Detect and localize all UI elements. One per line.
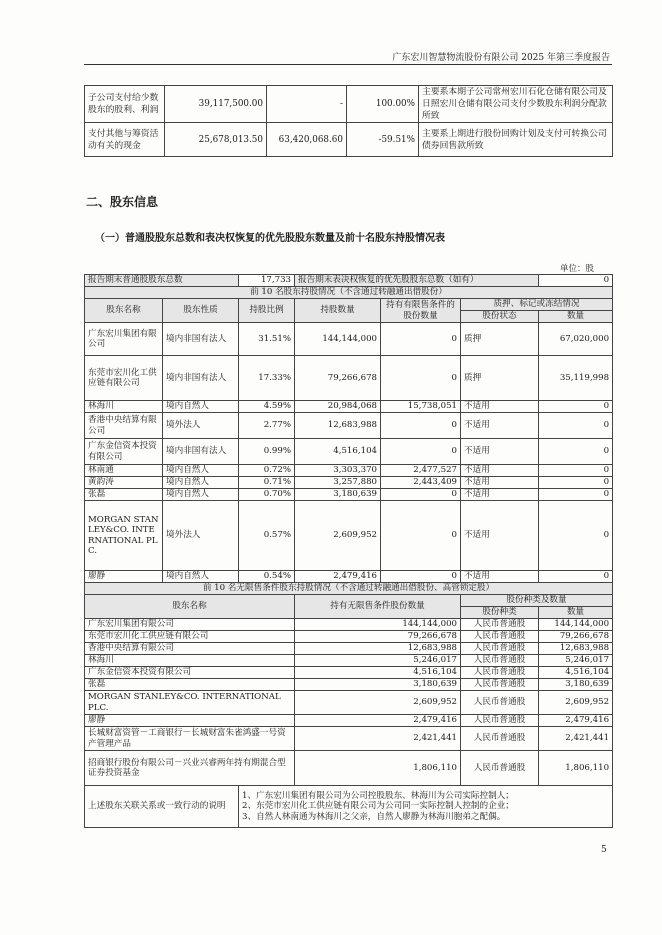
holder-restricted: 0	[381, 413, 461, 439]
holder-status: 不适用	[461, 501, 539, 571]
holder-restricted: 15,738,051	[381, 401, 461, 413]
unrestricted-name: 招商银行股份有限公司－兴业兴睿两年持有期混合型证券投资基金	[85, 751, 295, 786]
holder-name: 香港中央结算有限公司	[85, 413, 163, 439]
holder-ratio: 0.99%	[239, 439, 295, 465]
cf-reason: 主要系上期进行股份回购计划及支付可转换公司债券回售款所致	[419, 123, 613, 157]
col-header-holder-name: 股东名称	[85, 595, 295, 619]
unrestricted-type: 人民币普通股	[461, 631, 539, 643]
section-title: 二、股东信息	[86, 195, 159, 209]
unrestricted-name: 廖静	[85, 715, 295, 727]
col-header-ratio: 持股比例	[239, 299, 295, 323]
holder-name: 林海川	[85, 401, 163, 413]
unrestricted-name: 张磊	[85, 679, 295, 691]
holder-status: 质押	[461, 356, 539, 401]
cf-change: 100.00%	[347, 86, 419, 123]
holder-status: 质押	[461, 323, 539, 356]
table-row	[85, 679, 613, 691]
unrestricted-held: 4,516,104	[295, 667, 461, 679]
top10-title-row	[85, 287, 613, 299]
holder-qty: 0	[539, 477, 613, 489]
relations-text	[239, 786, 613, 828]
holder-shares: 3,257,880	[295, 477, 381, 489]
cashflow-table	[84, 85, 613, 157]
holder-name: 廖静	[85, 571, 163, 583]
table-row	[85, 401, 613, 413]
relations-row	[85, 786, 613, 828]
unrestricted-name: 广东宏川集团有限公司	[85, 619, 295, 631]
holder-name: MORGAN STANLEY&CO. INTERNATIONAL PLC.	[85, 501, 163, 571]
unrestricted-type: 人民币普通股	[461, 667, 539, 679]
holder-status: 不适用	[461, 401, 539, 413]
table-row	[85, 323, 613, 356]
holder-name: 广东宏川集团有限公司	[85, 323, 163, 356]
holder-nature: 境内自然人	[163, 571, 239, 583]
cf-change: -59.51%	[347, 123, 419, 157]
holder-ratio: 0.54%	[239, 571, 295, 583]
holder-nature: 境内自然人	[163, 401, 239, 413]
holder-restricted: 0	[381, 356, 461, 401]
holder-shares: 2,609,952	[295, 501, 381, 571]
holder-name: 张磊	[85, 489, 163, 501]
table-row	[85, 571, 613, 583]
holder-ratio: 17.33%	[239, 356, 295, 401]
holder-ratio: 31.51%	[239, 323, 295, 356]
unrestricted-qty: 12,683,988	[539, 643, 613, 655]
holder-ratio: 4.59%	[239, 401, 295, 413]
unrestricted-type: 人民币普通股	[461, 679, 539, 691]
table-row	[85, 439, 613, 465]
holder-status: 不适用	[461, 477, 539, 489]
col-header-type-qty: 数量	[539, 607, 613, 619]
unit-label: 单位：股	[560, 264, 595, 274]
holder-nature: 境内自然人	[163, 489, 239, 501]
holder-shares: 12,683,988	[295, 413, 381, 439]
cf-current: 39,117,500.00	[165, 86, 267, 123]
table-row	[85, 691, 613, 715]
holder-restricted: 2,477,527	[381, 465, 461, 477]
relations-label: 上述股东关联关系或一致行动的说明	[85, 786, 239, 828]
table-row	[85, 619, 613, 631]
total-holders-label: 报告期末普通股股东总数	[85, 275, 239, 287]
unrestricted-held: 3,180,639	[295, 679, 461, 691]
holder-name: 广东金信资本投资有限公司	[85, 439, 163, 465]
col-header-restricted: 持有有限售条件的股份数量	[381, 299, 461, 323]
unrestricted-held: 2,421,441	[295, 727, 461, 751]
table-row	[85, 631, 613, 643]
relations-line: 1、广东宏川集团有限公司为公司控股股东、林海川为公司实际控制人；	[242, 790, 514, 801]
unrestricted-held: 2,609,952	[295, 691, 461, 715]
holder-qty: 0	[539, 465, 613, 477]
holder-qty: 0	[539, 413, 613, 439]
relations-line: 2、东莞市宏川化工供应链有限公司为公司同一实际控制人控制的企业；	[242, 801, 514, 812]
holder-shares: 20,984,068	[295, 401, 381, 413]
table-row	[85, 86, 613, 123]
holder-status: 不适用	[461, 439, 539, 465]
holder-shares: 3,303,370	[295, 465, 381, 477]
unrestricted-qty: 1,806,110	[539, 751, 613, 786]
cf-previous: -	[267, 86, 347, 123]
cf-previous: 63,420,068.60	[267, 123, 347, 157]
pref-holders-label: 报告期末表决权恢复的优先股股东总数（如有）	[295, 275, 539, 287]
unrestricted-type: 人民币普通股	[461, 619, 539, 631]
unrestricted-header-row	[85, 595, 613, 607]
unrestricted-qty: 2,479,416	[539, 715, 613, 727]
unrestricted-type: 人民币普通股	[461, 691, 539, 715]
table-row	[85, 501, 613, 571]
holder-qty: 35,119,998	[539, 356, 613, 401]
unrestricted-qty: 79,266,678	[539, 631, 613, 643]
unrestricted-qty: 5,246,017	[539, 655, 613, 667]
unrestricted-qty: 2,421,441	[539, 727, 613, 751]
unrestricted-qty: 144,144,000	[539, 619, 613, 631]
unrestricted-type: 人民币普通股	[461, 715, 539, 727]
unrestricted-held: 5,246,017	[295, 655, 461, 667]
table-row	[85, 489, 613, 501]
col-header-type-group: 股份种类及数量	[461, 595, 613, 607]
unrestricted-type: 人民币普通股	[461, 727, 539, 751]
holder-ratio: 2.77%	[239, 413, 295, 439]
unrestricted-name: 香港中央结算有限公司	[85, 643, 295, 655]
relations-line: 3、自然人林南通为林海川之父亲，自然人廖静为林海川胞弟之配偶。	[242, 811, 506, 822]
holder-ratio: 0.72%	[239, 465, 295, 477]
unrestricted-qty: 4,516,104	[539, 667, 613, 679]
shareholder-table	[84, 274, 613, 828]
col-header-qty: 数量	[539, 311, 613, 323]
summary-row	[85, 275, 613, 287]
holder-qty: 0	[539, 489, 613, 501]
total-holders-value: 17,733	[239, 275, 295, 287]
unrestricted-name: MORGAN STANLEY&CO. INTERNATIONAL PLC.	[85, 691, 295, 715]
col-header-held: 持有无限售条件股份数量	[295, 595, 461, 619]
holder-ratio: 0.57%	[239, 501, 295, 571]
col-header-shares: 持股数量	[295, 299, 381, 323]
unrestricted-title: 前 10 名无限售条件股东持股情况（不含通过转融通出借股份、高管锁定股）	[85, 583, 613, 595]
holder-nature: 境内自然人	[163, 465, 239, 477]
cf-current: 25,678,013.50	[165, 123, 267, 157]
holder-nature: 境内非国有法人	[163, 323, 239, 356]
unrestricted-qty: 2,609,952	[539, 691, 613, 715]
top10-title: 前 10 名股东持股情况（不含通过转融通出借股份）	[85, 287, 613, 299]
holder-nature: 境外法人	[163, 501, 239, 571]
holder-name: 东莞市宏川化工供应链有限公司	[85, 356, 163, 401]
unrestricted-type: 人民币普通股	[461, 655, 539, 667]
unrestricted-name: 林海川	[85, 655, 295, 667]
table-row	[85, 413, 613, 439]
unrestricted-held: 12,683,988	[295, 643, 461, 655]
holder-qty: 0	[539, 401, 613, 413]
table-row	[85, 751, 613, 786]
pref-holders-value: 0	[539, 275, 613, 287]
unrestricted-held: 2,479,416	[295, 715, 461, 727]
unrestricted-held: 79,266,678	[295, 631, 461, 643]
holder-shares: 3,180,639	[295, 489, 381, 501]
holder-status: 不适用	[461, 489, 539, 501]
holder-status: 不适用	[461, 413, 539, 439]
holder-qty: 0	[539, 439, 613, 465]
holder-shares: 79,266,678	[295, 356, 381, 401]
table-row	[85, 643, 613, 655]
unrestricted-name: 长城财富资管－工商银行－长城财富朱雀鸿盛一号资产管理产品	[85, 727, 295, 751]
holder-qty: 67,020,000	[539, 323, 613, 356]
holder-restricted: 0	[381, 489, 461, 501]
section-subtitle: （一）普通股股东总数和表决权恢复的优先股股东数量及前十名股东持股情况表	[95, 233, 445, 244]
holder-status: 不适用	[461, 465, 539, 477]
holder-restricted: 2,443,409	[381, 477, 461, 489]
table-row	[85, 727, 613, 751]
holder-nature: 境外法人	[163, 413, 239, 439]
col-header-pledge: 质押、标记或冻结情况	[461, 299, 613, 311]
col-header-nature: 股东性质	[163, 299, 239, 323]
holder-shares: 4,516,104	[295, 439, 381, 465]
holder-shares: 144,144,000	[295, 323, 381, 356]
unrestricted-held: 144,144,000	[295, 619, 461, 631]
report-header: 广东宏川智慧物流股份有限公司 2025 年第三季度报告	[392, 53, 610, 63]
unrestricted-type: 人民币普通股	[461, 751, 539, 786]
cf-item: 支付其他与筹资活动有关的现金	[85, 123, 165, 157]
holder-restricted: 0	[381, 439, 461, 465]
top10-header-row	[85, 299, 613, 311]
holder-status: 不适用	[461, 571, 539, 583]
table-row	[85, 356, 613, 401]
col-header-name: 股东名称	[85, 299, 163, 323]
table-row	[85, 465, 613, 477]
unrestricted-title-row	[85, 583, 613, 595]
unrestricted-name: 广东金信资本投资有限公司	[85, 667, 295, 679]
table-row	[85, 715, 613, 727]
holder-qty: 0	[539, 501, 613, 571]
col-header-type: 股份种类	[461, 607, 539, 619]
header-divider	[84, 64, 612, 65]
unrestricted-held: 1,806,110	[295, 751, 461, 786]
holder-shares: 2,479,416	[295, 571, 381, 583]
holder-restricted: 0	[381, 571, 461, 583]
unrestricted-qty: 3,180,639	[539, 679, 613, 691]
holder-name: 黄韵涛	[85, 477, 163, 489]
holder-nature: 境内自然人	[163, 477, 239, 489]
holder-ratio: 0.71%	[239, 477, 295, 489]
col-header-status: 股份状态	[461, 311, 539, 323]
table-row	[85, 667, 613, 679]
table-row	[85, 655, 613, 667]
holder-restricted: 0	[381, 501, 461, 571]
table-row	[85, 123, 613, 157]
unrestricted-name: 东莞市宏川化工供应链有限公司	[85, 631, 295, 643]
holder-qty: 0	[539, 571, 613, 583]
holder-nature: 境内非国有法人	[163, 439, 239, 465]
unrestricted-type: 人民币普通股	[461, 643, 539, 655]
holder-restricted: 0	[381, 323, 461, 356]
holder-ratio: 0.70%	[239, 489, 295, 501]
cf-item: 子公司支付给少数股东的股利、利润	[85, 86, 165, 123]
holder-name: 林南通	[85, 465, 163, 477]
table-row	[85, 477, 613, 489]
page-number: 5	[601, 845, 607, 855]
holder-nature: 境内非国有法人	[163, 356, 239, 401]
cf-reason: 主要系本期子公司常州宏川石化仓储有限公司及日照宏川仓储有限公司支付少数股东利润分配款所致	[419, 86, 613, 123]
